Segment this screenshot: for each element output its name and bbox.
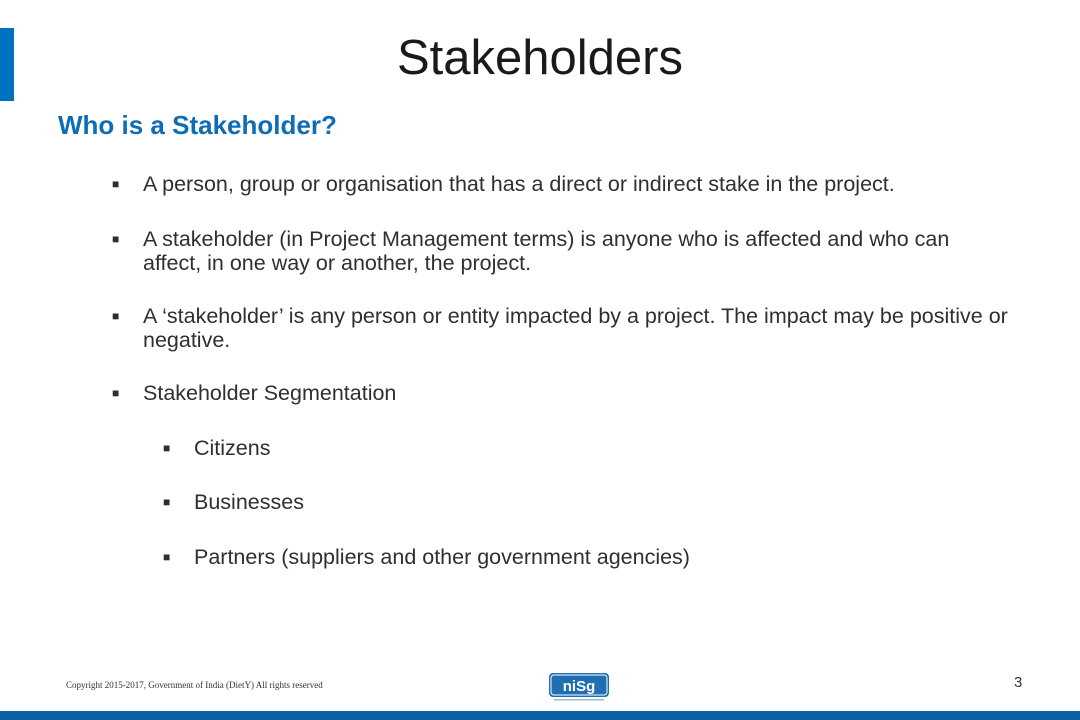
slide-title: Stakeholders [396,31,683,85]
copyright-notice: Copyright 2015-2017, Government of India (DietY) All rights reserved [66,680,323,690]
sub-bullet-item [163,545,963,569]
sub-bullet-text: Businesses [194,490,304,514]
bullet-marker-icon: ■ [112,232,120,246]
svg-text:niSg: niSg [562,678,596,695]
nisg-logo [548,672,610,702]
sub-bullet-item [163,490,963,514]
sub-bullet-text: Citizens [194,436,271,460]
bullet-marker-icon: ■ [112,386,120,400]
bullet-marker-icon: ■ [163,495,171,509]
bullet-marker-icon: ■ [112,177,120,191]
bullet-marker-icon: ■ [163,441,171,455]
bullet-text: A person, group or organisation that has a direct or indirect stake in the project. [143,172,895,196]
bullet-item [112,227,1012,275]
bullet-item [112,172,1032,196]
bullet-marker-icon: ■ [112,309,120,323]
bullet-marker-icon: ■ [163,550,171,564]
bullet-item [112,381,1012,405]
bullet-text: A stakeholder (in Project Management terms) is anyone who is affected and who can affect, in one way or another, the project. [143,227,950,275]
bottom-accent-bar [0,711,1080,720]
sub-bullet-item [163,436,963,460]
bullet-text: A ‘stakeholder’ is any person or entity impacted by a project. The impact may be positive or negative. [143,304,1008,352]
slide-subtitle: Who is a Stakeholder? [58,110,337,140]
page-number: 3 [1014,674,1023,691]
sub-bullet-text: Partners (suppliers and other government agencies) [194,545,690,569]
bullet-text: Stakeholder Segmentation [143,381,397,405]
bullet-item [112,304,1012,352]
